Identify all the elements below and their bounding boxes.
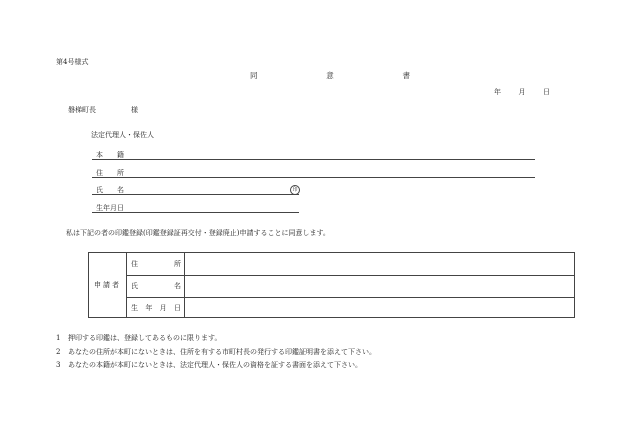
note-number: 3: [56, 361, 61, 369]
applicant-address-label: [131, 261, 181, 268]
note-text: あなたの住所が本町にないときは、住所を有する市町村長の発行する印鑑証明書を添えて下さい。: [68, 348, 376, 356]
representative-heading: 法定代理人・保佐人: [91, 131, 154, 139]
applicant-name-label: [131, 283, 181, 290]
note-item: [56, 362, 362, 369]
name-label: 氏 名: [96, 186, 124, 194]
label-char: 年: [145, 304, 153, 312]
applicant-birthdate-value[interactable]: [189, 299, 572, 317]
label-char: 所: [174, 260, 181, 268]
note-text: 押印する印鑑は、登録してあるものに限ります。: [68, 334, 222, 342]
applicant-name-value[interactable]: [189, 277, 572, 295]
label-char: 日: [173, 304, 181, 312]
note-text: あなたの本籍が本町にないときは、法定代理人・保佐人の資格を証する書面を添えて下さい。: [68, 361, 362, 369]
title-char: 同: [250, 71, 258, 80]
address-label: 住 所: [96, 169, 124, 177]
note-number: 1: [56, 334, 61, 342]
honseki-field[interactable]: [92, 148, 535, 160]
seal-mark: 印: [290, 185, 300, 195]
birthdate-field[interactable]: [92, 201, 299, 213]
label-char: 月: [159, 304, 167, 312]
label-char: 氏: [131, 282, 138, 290]
date-day: 日: [543, 88, 550, 96]
document-title: [250, 72, 410, 80]
label-char: 生: [131, 304, 138, 312]
date-year: 年: [494, 88, 501, 96]
name-field[interactable]: [92, 183, 299, 195]
table-divider: [127, 297, 574, 298]
label-char: 住: [131, 260, 138, 268]
address-field[interactable]: [92, 166, 535, 178]
applicant-table: [88, 252, 575, 318]
label-char: 名: [174, 282, 181, 290]
title-char: 意: [326, 71, 334, 80]
date-line: [494, 89, 550, 96]
form-number: 第4号様式: [56, 58, 89, 66]
table-divider: [127, 275, 574, 276]
consent-statement: 私は下記の者の印鑑登録(印鑑登録証再交付・登録廃止)申請することに同意します。: [66, 229, 330, 237]
date-month: 月: [518, 88, 526, 96]
addressee-honorific: 様: [131, 106, 138, 114]
note-item: [56, 335, 221, 342]
addressee-name: 磐梯町長: [68, 106, 96, 114]
note-number: 2: [56, 348, 61, 356]
applicant-address-value[interactable]: [189, 255, 572, 273]
honseki-label: 本 籍: [96, 151, 124, 159]
title-char: 書: [402, 71, 410, 80]
addressee: [68, 107, 138, 114]
note-item: [56, 349, 376, 356]
applicant-birthdate-label: [131, 305, 181, 312]
applicant-group-label: 申請者: [89, 253, 127, 317]
birthdate-label: 生年月日: [96, 204, 124, 212]
